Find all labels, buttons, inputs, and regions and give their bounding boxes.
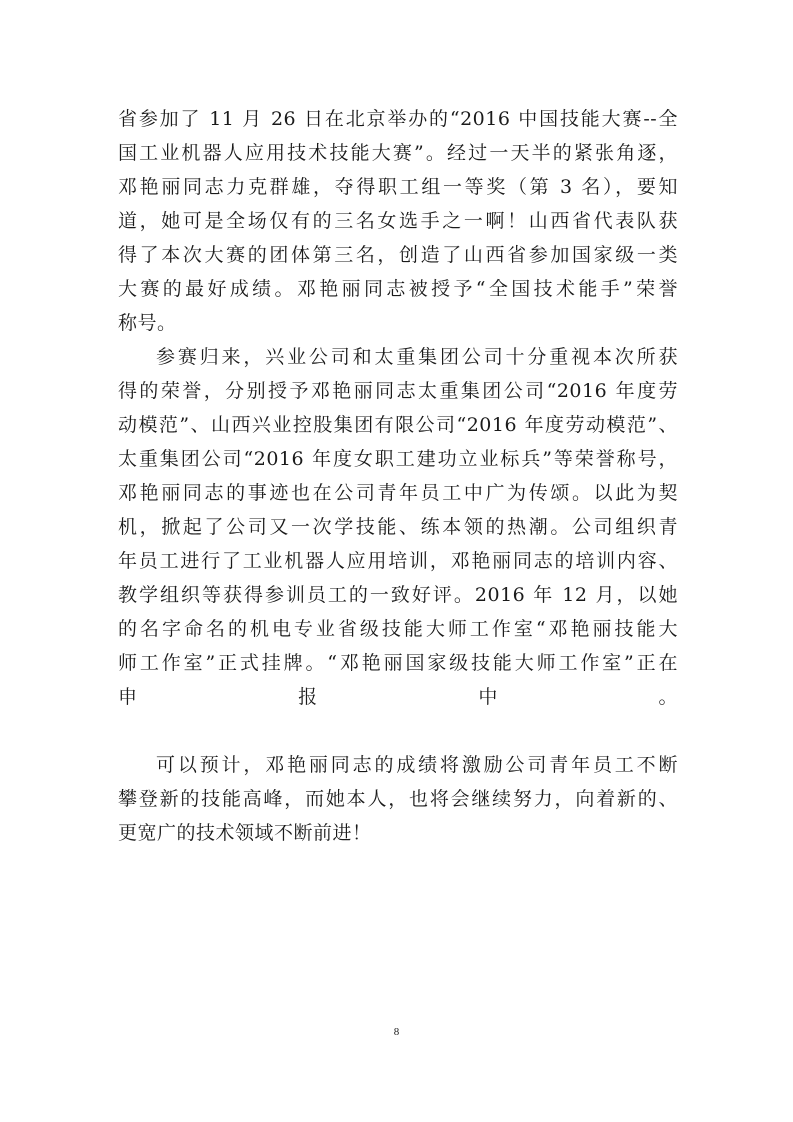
text-line: 年员工进行了工业机器人应用培训，邓艳丽同志的培训内容、 [118, 550, 678, 572]
text-line: 动模范”、山西兴业控股集团有限公司“2016 年度劳动模范”、 [118, 414, 678, 436]
text-line: 得的荣誉，分别授予邓艳丽同志太重集团公司“2016 年度劳 [118, 380, 678, 402]
text-line [118, 714, 678, 748]
text-line: 师工作室”正式挂牌。“邓艳丽国家级技能大师工作室”正在 [118, 652, 678, 674]
paragraph-2 [118, 340, 678, 748]
text-line: 大赛的最好成绩。邓艳丽同志被授予“全国技术能手”荣誉 [118, 278, 678, 300]
text-line: 太重集团公司“2016 年度女职工建功立业标兵”等荣誉称号， [118, 448, 678, 470]
text-line: 国工业机器人应用技术技能大赛”。经过一天半的紧张角逐， [118, 142, 678, 164]
text-line: 得了本次大赛的团体第三名，创造了山西省参加国家级一类 [118, 244, 678, 266]
text-line: 机，掀起了公司又一次学技能、练本领的热潮。公司组织青 [118, 516, 678, 538]
paragraph-1 [118, 102, 678, 340]
text-line: 邓艳丽同志力克群雄，夺得职工组一等奖（第 3 名），要知 [118, 176, 678, 198]
text-line: 申报中。 [118, 686, 678, 708]
text-line: 称号。 [118, 312, 177, 334]
text-line: 参赛归来，兴业公司和太重集团公司十分重视本次所获 [156, 346, 678, 368]
text-line: 更宽广的技术领域不断前进！ [118, 822, 372, 844]
text-line: 省参加了 11 月 26 日在北京举办的“2016 中国技能大赛--全 [118, 108, 678, 130]
paragraph-3 [118, 748, 678, 850]
text-line: 可以预计，邓艳丽同志的成绩将激励公司青年员工不断 [156, 754, 678, 776]
page-number: 8 [393, 1026, 400, 1038]
body-text [118, 102, 678, 850]
text-line: 邓艳丽同志的事迹也在公司青年员工中广为传颂。以此为契 [118, 482, 678, 504]
text-line: 攀登新的技能高峰，而她本人，也将会继续努力，向着新的、 [118, 788, 678, 810]
text-line: 道，她可是全场仅有的三名女选手之一啊！山西省代表队获 [118, 210, 678, 232]
text-line: 的名字命名的机电专业省级技能大师工作室“邓艳丽技能大 [118, 618, 678, 640]
text-line: 教学组织等获得参训员工的一致好评。2016 年 12 月，以她 [118, 584, 678, 606]
